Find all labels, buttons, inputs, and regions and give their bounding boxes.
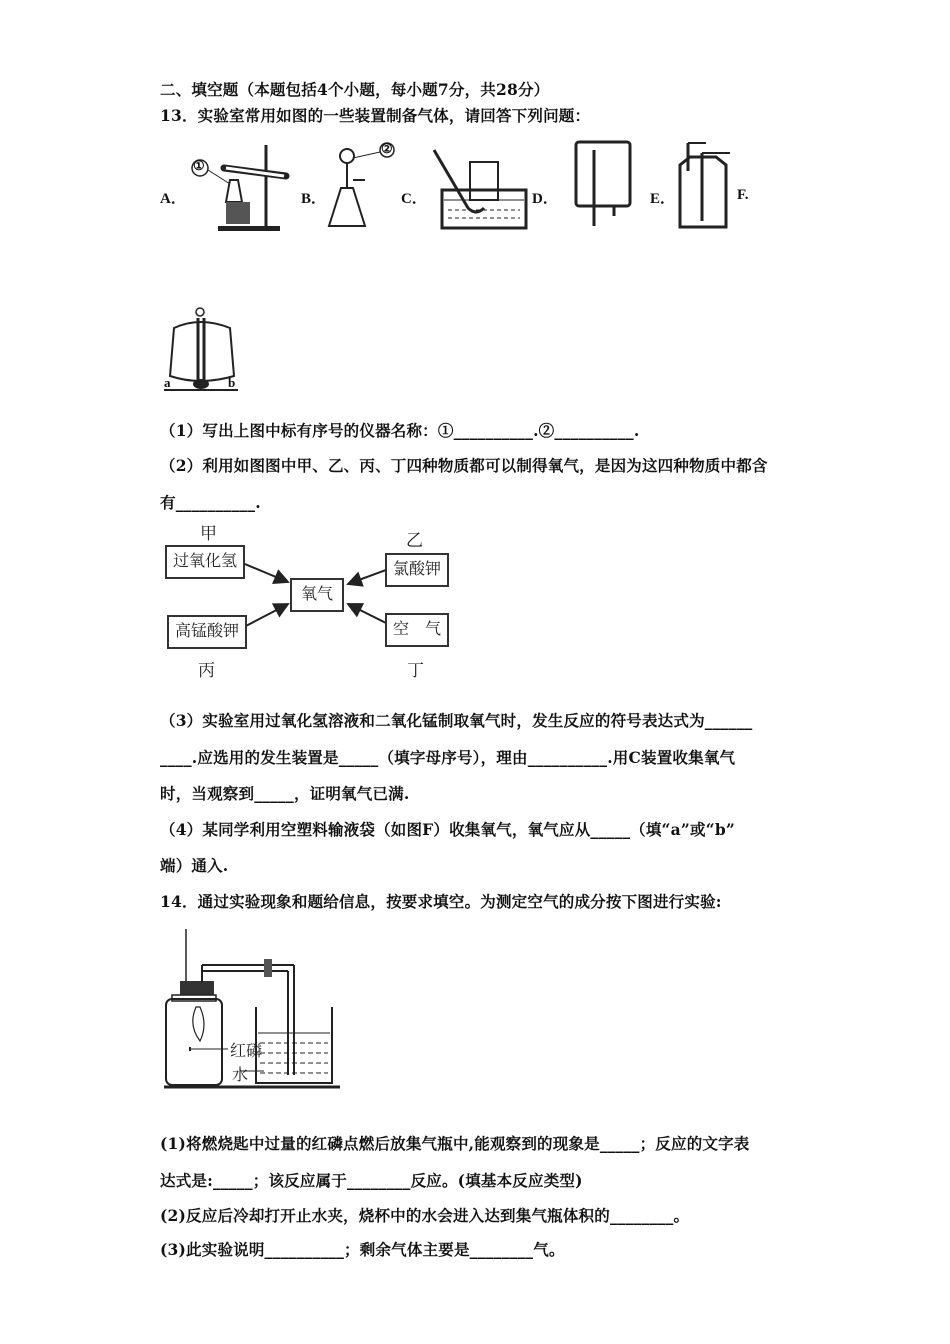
box-potassium-chlorate: 氯酸钾 xyxy=(385,553,449,587)
question-14-stem: 14．通过实验现象和题给信息，按要求填空。为测定空气的成分按下图进行实验: xyxy=(160,892,722,911)
apparatus-b-flask-figure xyxy=(325,138,415,233)
label-red-phosphorus: 红磷 xyxy=(230,1041,263,1060)
air-composition-apparatus-figure xyxy=(160,925,350,1095)
apparatus-label-a: A． xyxy=(160,191,186,207)
q13-part3-line2: ____.应选用的发生装置是_____（填字母序号），理由__________.用C装置收集氧气 xyxy=(160,748,736,767)
marker-2: ② xyxy=(381,141,393,156)
label-water: 水 xyxy=(232,1065,249,1084)
apparatus-label-b: B． xyxy=(301,191,327,207)
label-bing: 丙 xyxy=(198,661,215,681)
apparatus-label-f: F. xyxy=(737,187,749,203)
port-b-label: b xyxy=(228,375,236,390)
label-ding: 丁 xyxy=(407,661,424,681)
q14-part1-line1: (1)将燃烧匙中过量的红磷点燃后放集气瓶中,能观察到的现象是_____；反应的文字表 xyxy=(160,1134,750,1153)
box-air: 空 气 xyxy=(385,613,449,647)
apparatus-e-gas-bottle-figure xyxy=(668,135,738,235)
box-oxygen: 氧气 xyxy=(290,578,344,612)
q13-part4-line2: 端）通入. xyxy=(160,856,229,875)
q13-part3-line3: 时，当观察到_____，证明氧气已满. xyxy=(160,784,410,803)
apparatus-label-c: C． xyxy=(401,191,427,207)
q13-part1: （1）写出上图中标有序号的仪器名称：①__________.②__________. xyxy=(160,421,640,440)
box-potassium-permanganate: 高锰酸钾 xyxy=(167,615,247,649)
label-yi: 乙 xyxy=(406,531,423,551)
apparatus-label-e: E． xyxy=(650,191,676,207)
q14-part3: (3)此实验说明__________；剩余气体主要是________气。 xyxy=(160,1240,565,1259)
label-jia: 甲 xyxy=(200,524,217,544)
section-header: 二、填空题（本题包括4个小题，每小题7分，共28分） xyxy=(160,80,550,99)
q13-part2-line2: 有__________. xyxy=(160,493,261,512)
q13-part4-line1: （4）某同学利用空塑料输液袋（如图F）收集氧气，氧气应从_____（填“a”或“b” xyxy=(160,820,735,839)
apparatus-a-heating-figure xyxy=(180,140,300,235)
q13-part2-line1: （2）利用如图图中甲、乙、丙、丁四种物质都可以制得氧气，是因为这四种物质中都含 xyxy=(160,456,768,475)
apparatus-d-bottle-figure xyxy=(570,138,640,233)
question-13-stem: 13．实验室常用如图的一些装置制备气体，请回答下列问题： xyxy=(160,106,591,125)
apparatus-c-water-trough-figure xyxy=(428,148,528,233)
port-a-label: a xyxy=(164,375,171,390)
marker-1: ① xyxy=(193,158,205,173)
q14-part1-line2: 达式是:_____；该反应属于________反应。(填基本反应类型) xyxy=(160,1171,583,1190)
box-hydrogen-peroxide: 过氧化氢 xyxy=(165,545,245,579)
q13-part3-line1: （3）实验室用过氧化氢溶液和二氧化锰制取氧气时，发生反应的符号表达式为______ xyxy=(160,711,753,730)
apparatus-label-d: D． xyxy=(532,191,558,207)
q14-part2: (2)反应后冷却打开止水夹，烧杯中的水会进入达到集气瓶体积的________。 xyxy=(160,1206,690,1225)
